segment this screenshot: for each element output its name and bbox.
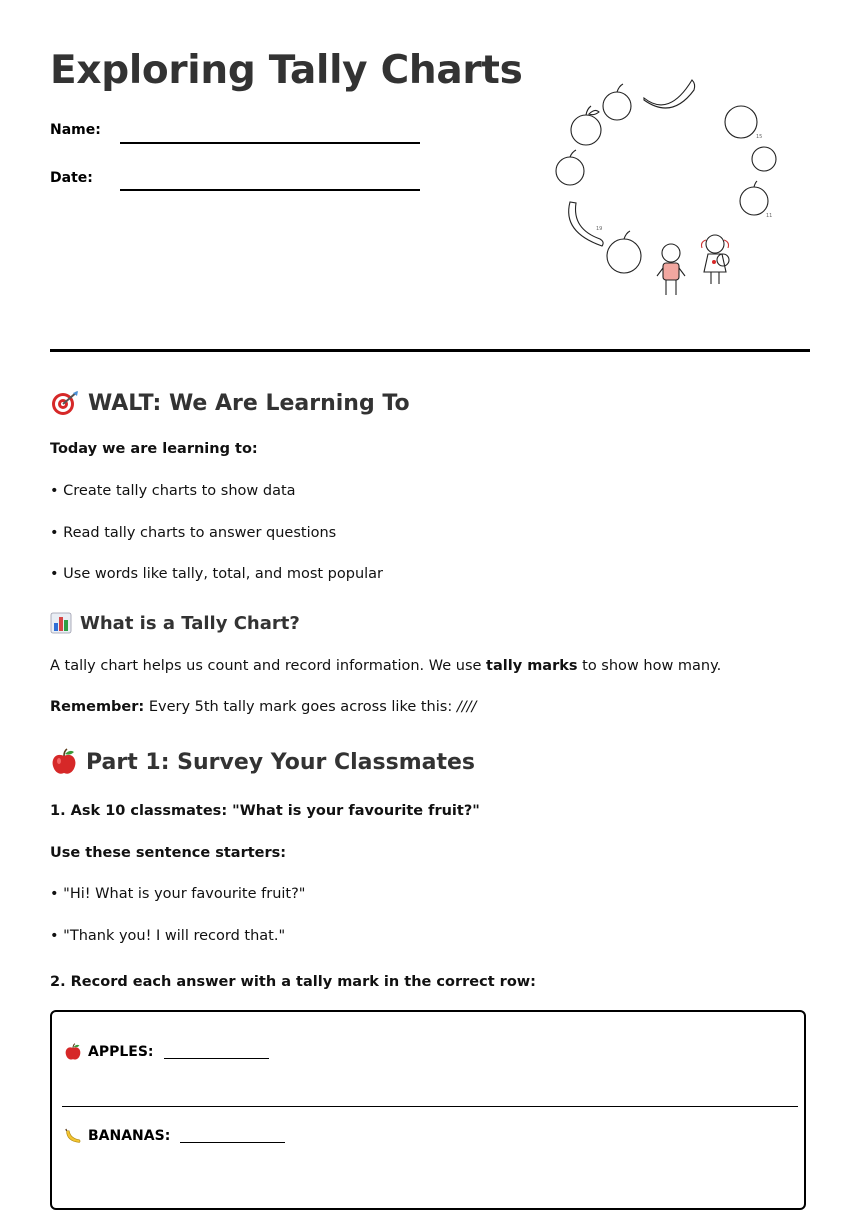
boy-body [663,263,679,280]
what-is-text [50,658,721,674]
tally-example: //// [456,699,477,715]
walt-heading [50,390,410,416]
apple-icon [50,748,78,776]
remember-label: Remember: [50,699,145,715]
apple-icon [64,1043,82,1061]
step-1: 1. Ask 10 classmates: "What is your favourite fruit?" [50,803,480,819]
part1-heading-text: Part 1: Survey Your Classmates [86,749,476,775]
boy-head [662,244,680,262]
remember-body: Every 5th tally mark goes across like this: [144,699,457,715]
name-line[interactable] [120,142,420,144]
svg-text:15: 15 [756,134,763,140]
what-is-heading [50,612,300,634]
date-line[interactable] [120,189,420,191]
what-is-text-after: to show how many. [577,658,722,674]
section-divider [50,349,810,352]
starter-item: • "Hi! What is your favourite fruit?" [50,886,306,902]
tally-answer-blank[interactable] [164,1046,269,1059]
tally-answer-blank[interactable] [180,1130,285,1143]
walt-heading-text: WALT: We Are Learning To [88,390,410,416]
girl-head [706,235,724,253]
apple-outline-3 [556,157,584,185]
tally-row-label: BANANAS: [88,1128,171,1144]
orange-outline-3 [740,187,768,215]
walt-item: • Read tally charts to answer questions [50,525,337,541]
tally-chart-box [50,1010,806,1210]
page-title: Exploring Tally Charts [50,48,523,93]
tally-row-apples [64,1043,269,1061]
what-is-heading-text: What is a Tally Chart? [80,612,300,634]
starter-item: • "Thank you! I will record that." [50,928,286,944]
step-2: 2. Record each answer with a tally mark in the correct row: [50,974,536,990]
svg-text:11: 11 [766,213,773,219]
apple-outline-2 [571,115,601,145]
walt-item: • Use words like tally, total, and most popular [50,566,384,582]
remember-text [50,699,476,715]
apple-outline-4 [607,239,641,273]
date-label: Date: [50,170,93,186]
part1-heading [50,748,475,776]
starters-label: Use these sentence starters: [50,845,287,861]
banana-outline-2 [569,202,603,246]
banana-icon [64,1127,82,1145]
walt-intro: Today we are learning to: [50,441,258,457]
bar-chart-icon [50,612,72,634]
apple-outline-1 [603,92,631,120]
tally-row-label: APPLES: [88,1044,154,1060]
banana-outline-1 [644,80,695,108]
orange-outline-2 [752,147,776,171]
target-icon [50,390,80,416]
tally-row-bananas [64,1127,285,1145]
what-is-text-before: A tally chart helps us count and record information. We use [50,658,487,674]
orange-outline-1 [725,106,757,138]
name-label: Name: [50,122,101,138]
walt-item: • Create tally charts to show data [50,483,296,499]
row-separator [62,1106,798,1107]
tally-marks-term: tally marks [486,658,578,674]
name-field-row [50,122,430,152]
fruit-circle-illustration [540,70,790,310]
svg-text:19: 19 [596,226,603,232]
date-field-row [50,170,430,200]
